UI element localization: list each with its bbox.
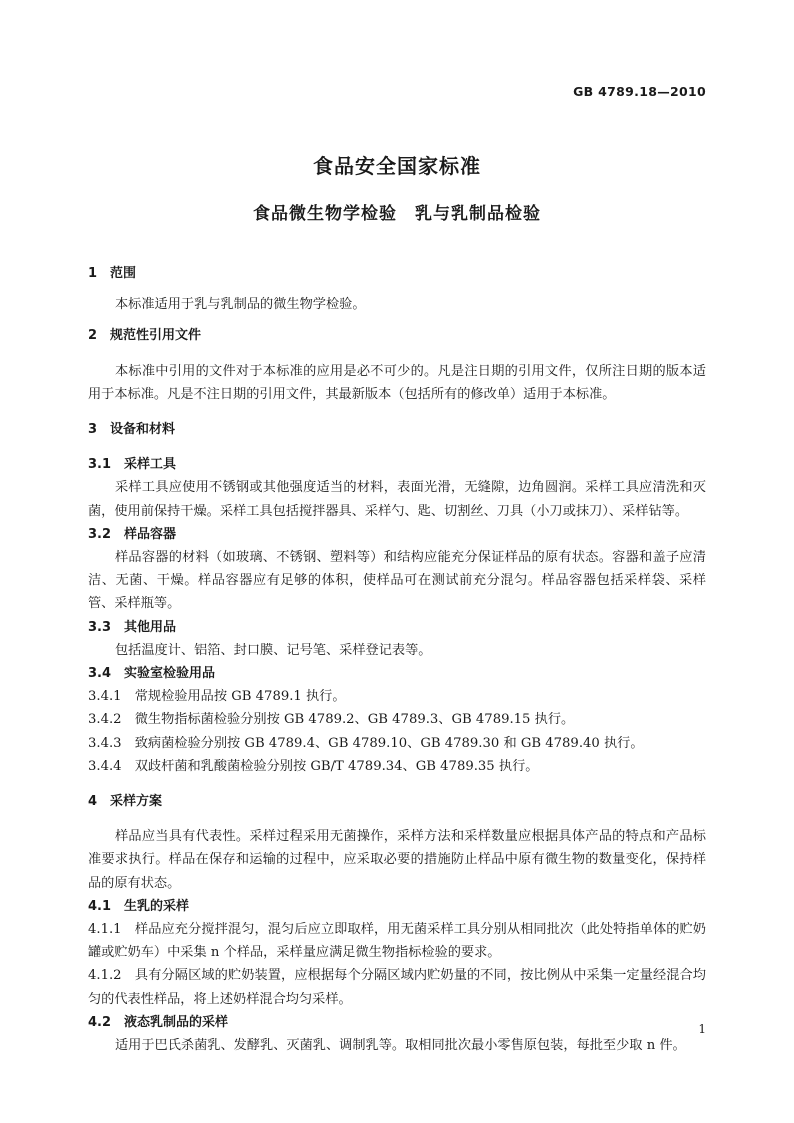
clause-item: 3.4.3 致病菌检验分别按 GB 4789.4、GB 4789.10、GB 4789.30 和 GB 4789.40 执行。 (88, 735, 644, 751)
section-text-sampling-plan: 样品应当具有代表性。采样过程采用无菌操作，采样方法和采样数量应根据具体产品的特点和产品标准要求执行。样品在保存和运输的过程中，应采取必要的措施防止样品中原有微生物的数量变化，保持样品的原有状态。 (88, 829, 706, 891)
subsection-text-sampling-tools: 采样工具应使用不锈钢或其他强度适当的材料，表面光滑，无缝隙，边角圆润。采样工具应清洗和灭菌，使用前保持干燥。采样工具包括搅拌器具、采样勺、匙、切割丝、刀具（小刀或抹刀）、采样钻等。 (88, 480, 706, 519)
subsection-heading-raw-milk-sampling: 4.1 生乳的采样 (88, 898, 190, 914)
clause-item: 3.4.4 双歧杆菌和乳酸菌检验分别按 GB/T 4789.34、GB 4789.35 执行。 (88, 758, 539, 774)
page-number: 1 (698, 1022, 706, 1036)
document-title: 食品安全国家标准 (313, 154, 481, 178)
subsection-heading-sampling-tools: 3.1 采样工具 (88, 457, 177, 473)
subsection-heading-liquid-dairy-sampling: 4.2 液态乳制品的采样 (88, 1014, 229, 1030)
subsection-text-sample-containers: 样品容器的材料（如玻璃、不锈钢、塑料等）和结构应能充分保证样品的原有状态。容器和盖子应清洁、无菌、干燥。样品容器应有足够的体积，使样品可在测试前充分混匀。样品容器包括采样袋、采样管、采样瓶等。 (88, 550, 706, 612)
subsection-heading-other-supplies: 3.3 其他用品 (88, 619, 177, 635)
clause-item: 3.4.2 微生物指标菌检验分别按 GB 4789.2、GB 4789.3、GB 4789.15 执行。 (88, 712, 575, 728)
section-heading-equipment: 3 设备和材料 (88, 422, 176, 438)
document-subtitle: 食品微生物学检验 乳与乳制品检验 (253, 204, 541, 224)
clause-item: 4.1.2 具有分隔区域的贮奶装置，应根据每个分隔区域内贮奶量的不同，按比例从中采集一定量经混合均匀的代表性样品，将上述奶样混合均匀采样。 (88, 968, 706, 1007)
clause-item: 3.4.1 常规检验用品按 GB 4789.1 执行。 (88, 689, 346, 705)
section-heading-scope: 1 范围 (88, 266, 137, 281)
section-text-normative-references: 本标准中引用的文件对于本标准的应用是必不可少的。凡是注日期的引用文件，仅所注日期的版本适用于本标准。凡是不注日期的引用文件，其最新版本（包括所有的修改单）适用于本标准。 (88, 363, 706, 402)
subsection-heading-sample-containers: 3.2 样品容器 (88, 526, 177, 542)
subsection-text-other-supplies: 包括温度计、铝箔、封口膜、记号笔、采样登记表等。 (115, 642, 432, 658)
subsection-text-liquid-dairy-sampling: 适用于巴氏杀菌乳、发酵乳、灭菌乳、调制乳等。取相同批次最小零售原包装，每批至少取 n 件。 (115, 1038, 686, 1054)
section-text-scope: 本标准适用于乳与乳制品的微生物学检验。 (115, 297, 366, 313)
clause-item: 4.1.1 样品应充分搅拌混匀，混匀后应立即取样，用无菌采样工具分别从相同批次（此处特指单体的贮奶罐或贮奶车）中采集 n 个样品，采样量应满足微生物指标检验的要求。 (88, 922, 706, 961)
subsection-heading-lab-supplies: 3.4 实验室检验用品 (88, 666, 216, 682)
section-heading-sampling-plan: 4 采样方案 (88, 794, 163, 810)
document-body (88, 262, 706, 1057)
section-heading-normative-references: 2 规范性引用文件 (88, 328, 202, 344)
standard-code: GB 4789.18—2010 (573, 84, 706, 99)
